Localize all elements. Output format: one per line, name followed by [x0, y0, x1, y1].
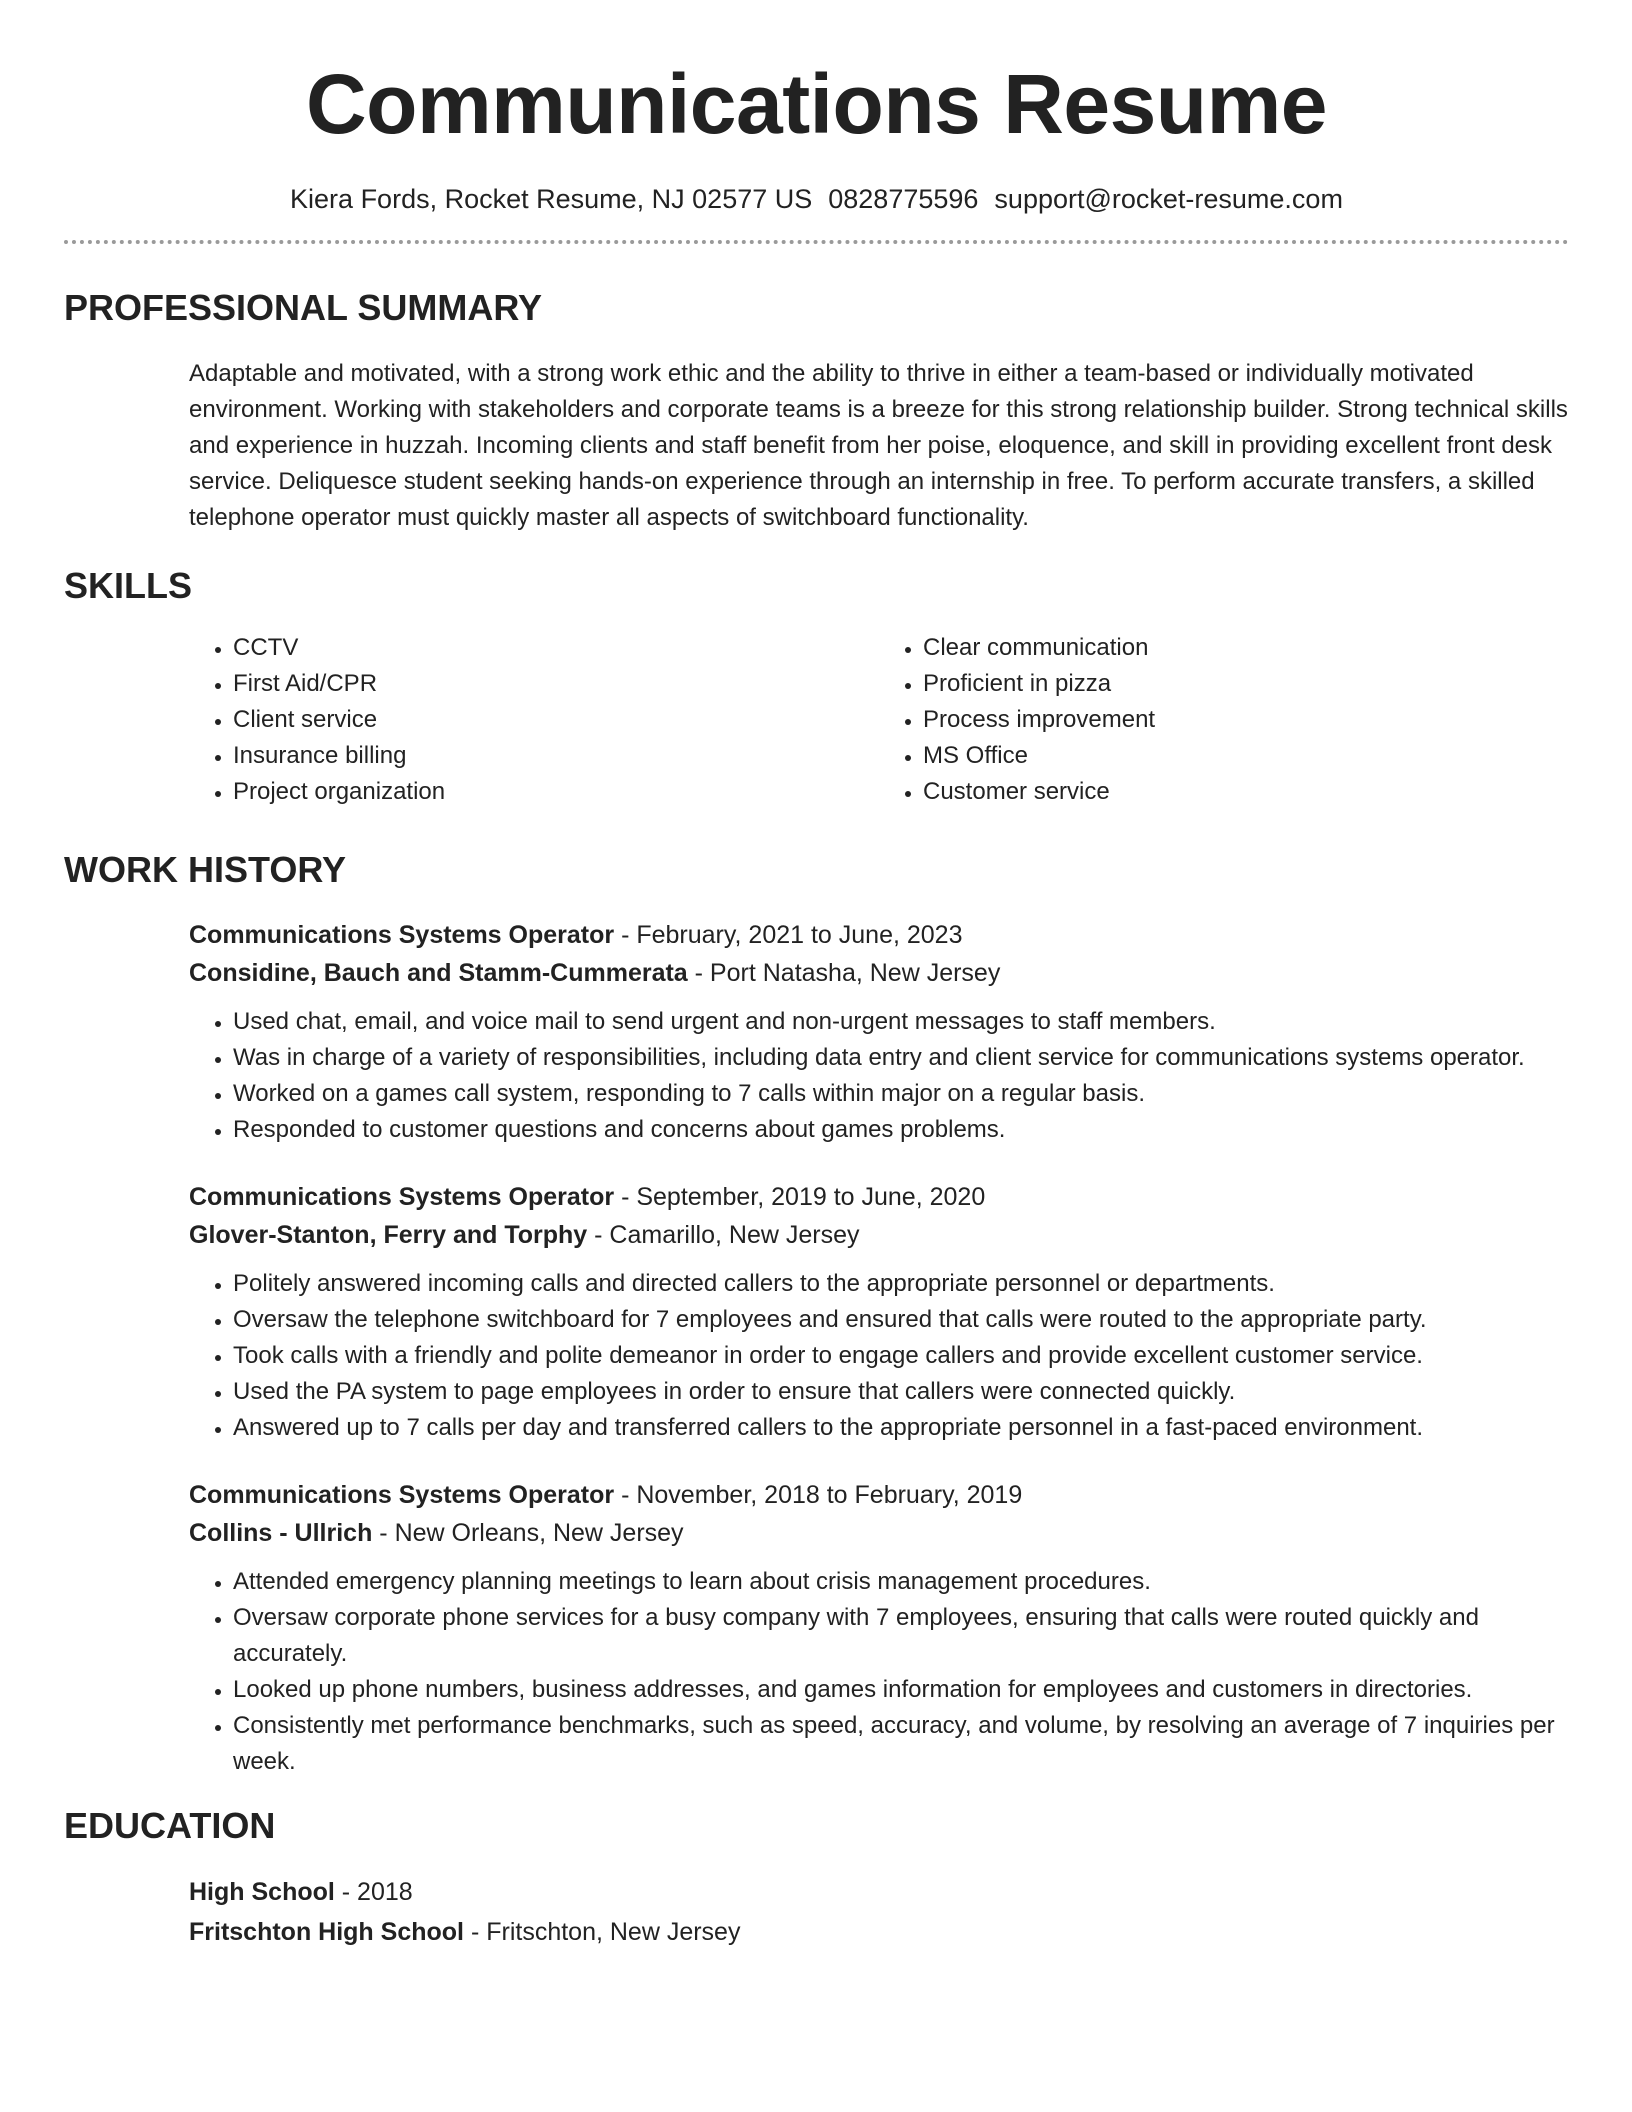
job-dates: - September, 2019 to June, 2020: [614, 1183, 986, 1211]
education-degree: High School: [189, 1878, 335, 1906]
job-bullet: • Answered up to 7 calls per day and transferred callers to the appropriate personnel in a fast-paced environment.: [233, 1410, 1569, 1446]
skills-column-left: [189, 630, 879, 810]
skill-item: • Customer service: [923, 774, 1569, 810]
summary-text: Adaptable and motivated, with a strong work ethic and the ability to thrive in either a team-based or individually motivated environment. Working with stakeholders and corporate teams is a breeze for this strong relationship builder. Strong technical skills and experience in huzzah. Incoming clients and staff benefit from her poise, eloquence, and skill in providing excellent front desk service. Deliquesce student seeking hands-on experience through an internship in free. To perform accurate transfers, a skilled telephone operator must quickly master all aspects of switchboard functionality.: [189, 360, 1568, 531]
contact-email: support@rocket-resume.com: [994, 184, 1343, 214]
job-location: - New Orleans, New Jersey: [372, 1519, 684, 1547]
job-bullet: • Took calls with a friendly and polite demeanor in order to engage callers and provide excellent customer service.: [233, 1338, 1569, 1374]
work-history-section: [64, 850, 1569, 1780]
skill-item: • Insurance billing: [233, 738, 879, 774]
job-company-line: [189, 1216, 1569, 1254]
job-bullet: • Attended emergency planning meetings to learn about crisis management procedures.: [233, 1564, 1569, 1600]
resume-page: [64, 0, 1569, 1952]
skill-item: • CCTV: [233, 630, 879, 666]
education-section: [64, 1806, 1569, 1952]
job-title-line: [189, 1476, 1569, 1514]
job-title: Communications Systems Operator: [189, 1183, 615, 1211]
job-entry: [189, 916, 1569, 1148]
job-bullet: • Looked up phone numbers, business addresses, and games information for employees and customers in directories.: [233, 1672, 1569, 1708]
education-location: - Fritschton, New Jersey: [464, 1918, 741, 1946]
job-bullet: • Used chat, email, and voice mail to send urgent and non-urgent messages to staff members.: [233, 1004, 1569, 1040]
education-degree-line: [189, 1872, 1569, 1912]
job-bullets: [189, 1266, 1569, 1446]
education-school-line: [189, 1912, 1569, 1952]
job-bullets: [189, 1004, 1569, 1148]
education-year: - 2018: [334, 1878, 413, 1906]
resume-title: Communications Resume: [305, 57, 1328, 151]
job-bullets: [189, 1564, 1569, 1780]
skill-item: • Clear communication: [923, 630, 1569, 666]
job-dates: - November, 2018 to February, 2019: [614, 1481, 1023, 1509]
skill-item: • First Aid/CPR: [233, 666, 879, 702]
job-title: Communications Systems Operator: [189, 1481, 615, 1509]
job-dates: - February, 2021 to June, 2023: [614, 921, 963, 949]
contact-line: [64, 182, 1569, 216]
skill-item: • Project organization: [233, 774, 879, 810]
job-company: Glover-Stanton, Ferry and Torphy: [189, 1221, 588, 1249]
summary-heading: PROFESSIONAL SUMMARY: [64, 287, 543, 328]
skills-list: [189, 630, 1569, 810]
skill-item: • Proficient in pizza: [923, 666, 1569, 702]
job-bullet: • Used the PA system to page employees in order to ensure that callers were connected quickly.: [233, 1374, 1569, 1410]
job-company-line: [189, 954, 1569, 992]
job-company: Collins - Ullrich: [189, 1519, 373, 1547]
job-bullet: • Oversaw corporate phone services for a busy company with 7 employees, ensuring that calls were routed quickly and accurately.: [233, 1600, 1569, 1672]
job-entry: [189, 1178, 1569, 1446]
job-entry: [189, 1476, 1569, 1780]
contact-phone: 0828775596: [828, 184, 979, 214]
job-title: Communications Systems Operator: [189, 921, 615, 949]
skill-item: • Process improvement: [923, 702, 1569, 738]
job-bullet: • Was in charge of a variety of responsibilities, including data entry and client service for communications systems operator.: [233, 1040, 1569, 1076]
job-location: - Port Natasha, New Jersey: [687, 959, 1001, 987]
job-title-line: [189, 916, 1569, 954]
job-location: - Camarillo, New Jersey: [587, 1221, 860, 1249]
skill-item: • Client service: [233, 702, 879, 738]
education-entry: [189, 1872, 1569, 1952]
work-history-heading: WORK HISTORY: [64, 849, 347, 890]
skills-column-right: [879, 630, 1569, 810]
job-bullet: • Oversaw the telephone switchboard for 7 employees and ensured that calls were routed to the appropriate party.: [233, 1302, 1569, 1338]
skills-heading: SKILLS: [64, 565, 193, 606]
skills-section: [64, 566, 1569, 810]
skill-item: • MS Office: [923, 738, 1569, 774]
job-bullet: • Worked on a games call system, responding to 7 calls within major on a regular basis.: [233, 1076, 1569, 1112]
contact-address: Kiera Fords, Rocket Resume, NJ 02577 US: [290, 184, 813, 214]
job-bullet: • Politely answered incoming calls and directed callers to the appropriate personnel or departments.: [233, 1266, 1569, 1302]
job-title-line: [189, 1178, 1569, 1216]
education-heading: EDUCATION: [64, 1805, 276, 1846]
job-company-line: [189, 1514, 1569, 1552]
job-bullet: • Consistently met performance benchmarks, such as speed, accuracy, and volume, by resolving an average of 7 inquiries per week.: [233, 1708, 1569, 1780]
header-divider: [64, 240, 1569, 244]
summary-section: [64, 288, 1569, 536]
job-bullet: • Responded to customer questions and concerns about games problems.: [233, 1112, 1569, 1148]
job-company: Considine, Bauch and Stamm-Cummerata: [189, 959, 688, 987]
education-school: Fritschton High School: [189, 1918, 464, 1946]
